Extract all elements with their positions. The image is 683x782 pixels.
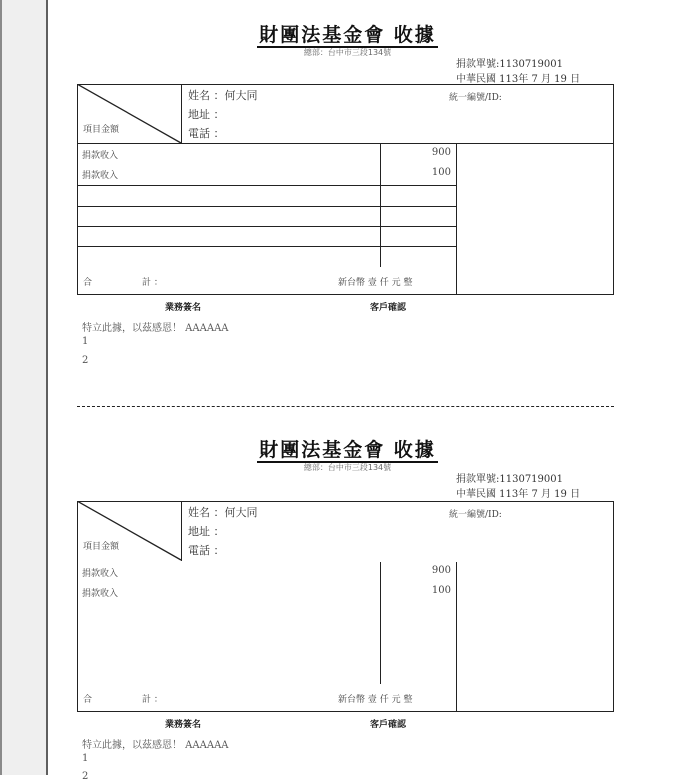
total-amount-in-words: 新台幣 壹 仟 元 整: [338, 695, 413, 705]
header-divider: [181, 84, 182, 144]
item-label: 捐款收入: [82, 151, 119, 161]
amount-column-left-line: [380, 143, 381, 267]
amount-column-right-line: [456, 562, 457, 712]
organization-address: 總部：台中市三段134號: [303, 48, 392, 57]
tax-id-label: 統一編號/ID:: [449, 93, 502, 103]
cut-line: [77, 406, 614, 407]
item-label: 捐款收入: [82, 171, 119, 181]
document-margin-gutter: [0, 0, 48, 775]
sales-signature-label: 業務簽名: [165, 303, 202, 313]
donor-name: 姓名 ：何大同: [188, 89, 258, 102]
footer-line: 2: [82, 355, 89, 366]
row-line: [77, 246, 457, 247]
item-amount: 900: [431, 565, 451, 576]
receipt-title: [0, 435, 683, 462]
receipt-date: 中華民國 113年 7 月 19 日: [456, 74, 581, 85]
total-label-suffix: 計 ：: [142, 278, 163, 288]
total-label: 合: [83, 695, 93, 705]
customer-confirm-label: 客戶確認: [370, 303, 407, 313]
footer-line: 1: [82, 336, 89, 347]
item-amount: 100: [431, 585, 451, 596]
receipt-title-text: 財團法基金會 收據: [259, 24, 436, 46]
total-label-suffix: 計 ：: [142, 695, 163, 705]
sales-signature-label: 業務簽名: [165, 720, 202, 730]
receipt-title: [0, 20, 683, 47]
donor-phone-label: 電話 ：: [188, 544, 225, 557]
footer-note: 特立此據，以茲感恩！ AAAAAA: [82, 323, 229, 334]
item-amount-corner-label: 項目金額: [83, 542, 120, 552]
total-amount-in-words: 新台幣 壹 仟 元 整: [338, 278, 413, 288]
organization-address: 總部：台中市三段134號: [303, 463, 392, 472]
amount-column-right-line: [456, 143, 457, 295]
receipt-title-text: 財團法基金會 收據: [259, 439, 436, 461]
donor-address-label: 地址 ：: [188, 525, 225, 538]
header-divider: [181, 501, 182, 561]
row-line: [77, 185, 457, 186]
total-label: 合: [83, 278, 93, 288]
tax-id-label: 統一編號/ID:: [449, 510, 502, 520]
donor-address-label: 地址 ：: [188, 108, 225, 121]
header-diagonal-line: [77, 501, 183, 561]
receipt-date: 中華民國 113年 7 月 19 日: [456, 489, 581, 500]
header-bottom-line: [77, 143, 614, 144]
row-line: [77, 226, 457, 227]
footer-line: 1: [82, 753, 89, 764]
receipt-number: 捐款單號:1130719001: [456, 474, 563, 485]
customer-confirm-label: 客戶確認: [370, 720, 407, 730]
donor-name: 姓名 ：何大同: [188, 506, 258, 519]
amount-column-left-line: [380, 562, 381, 684]
item-label: 捐款收入: [82, 589, 119, 599]
footer-line: 2: [82, 771, 89, 782]
donor-phone-label: 電話 ：: [188, 127, 225, 140]
receipt-number: 捐款單號:1130719001: [456, 59, 563, 70]
header-diagonal-line: [77, 84, 183, 144]
item-label: 捐款收入: [82, 569, 119, 579]
item-amount-corner-label: 項目金額: [83, 125, 120, 135]
row-line: [77, 206, 457, 207]
footer-note: 特立此據，以茲感恩！ AAAAAA: [82, 740, 229, 751]
item-amount: 900: [431, 147, 451, 158]
item-amount: 100: [431, 167, 451, 178]
